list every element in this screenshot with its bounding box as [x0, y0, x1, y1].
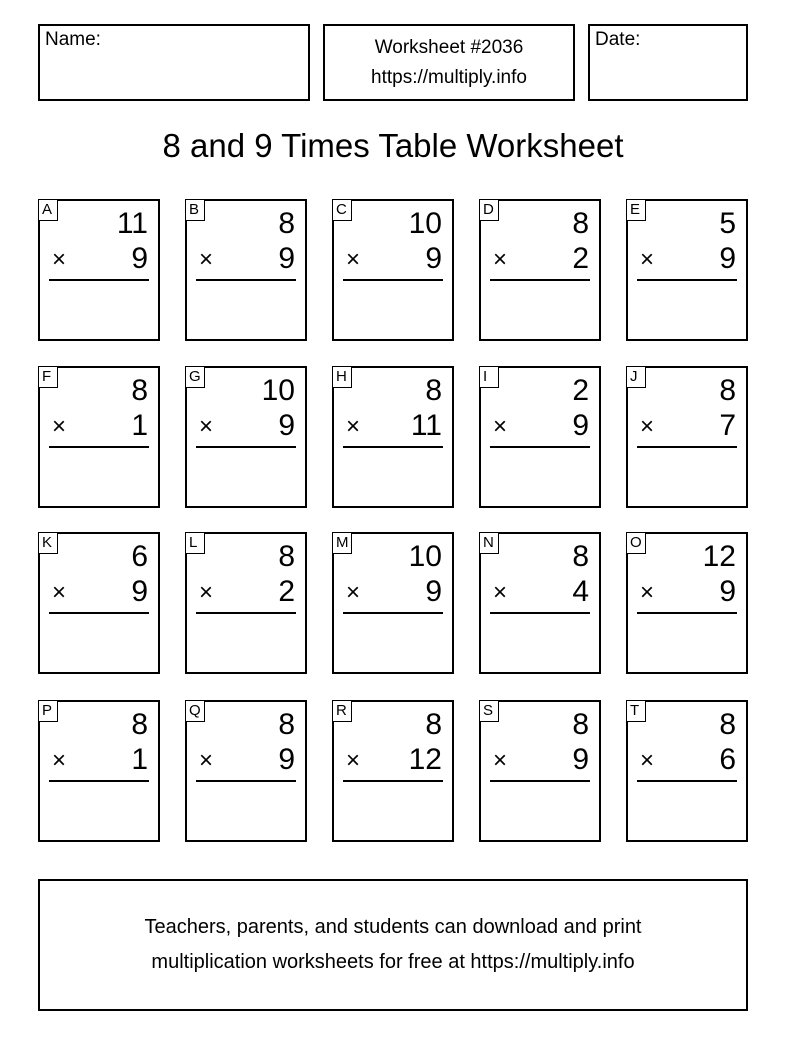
multiplier: 7 — [719, 409, 736, 442]
multiplier: 9 — [278, 743, 295, 776]
problem-letter: I — [479, 366, 499, 388]
page-title: 8 and 9 Times Table Worksheet — [162, 127, 624, 164]
multiplicand: 8 — [425, 708, 442, 741]
problem-card — [479, 700, 601, 842]
answer-line — [196, 446, 296, 448]
problem-card — [332, 366, 454, 508]
multiply-sign: × — [346, 246, 361, 273]
multiply-sign: × — [346, 747, 361, 774]
problem-card — [38, 199, 160, 341]
answer-line — [343, 612, 443, 614]
answer-line — [490, 612, 590, 614]
multiplicand: 11 — [116, 207, 148, 240]
problem-letter: D — [479, 199, 499, 221]
multiplier: 9 — [278, 242, 295, 275]
multiply-sign: × — [493, 747, 508, 774]
problem-card — [626, 199, 748, 341]
problem-card — [626, 700, 748, 842]
answer-line — [49, 279, 149, 281]
problem-letter: N — [479, 532, 499, 554]
worksheet-info-box — [323, 24, 575, 101]
multiply-sign: × — [199, 246, 214, 273]
problem-card — [38, 366, 160, 508]
date-field-box — [588, 24, 748, 101]
multiplicand: 8 — [425, 374, 442, 407]
problem-letter: F — [38, 366, 58, 388]
multiplicand: 8 — [572, 540, 589, 573]
problem-letter: K — [38, 532, 58, 554]
answer-line — [49, 612, 149, 614]
multiplier: 2 — [572, 242, 589, 275]
problem-card — [626, 366, 748, 508]
date-label: Date: — [595, 29, 641, 50]
footer-text-line-1: Teachers, parents, and students can download and print — [144, 916, 642, 938]
multiplier: 1 — [131, 743, 148, 776]
problem-card — [332, 532, 454, 674]
multiply-sign: × — [199, 579, 214, 606]
problem-letter: J — [626, 366, 646, 388]
multiplier: 9 — [425, 575, 442, 608]
problem-card — [332, 199, 454, 341]
multiply-sign: × — [346, 579, 361, 606]
problem-letter: S — [479, 700, 499, 722]
multiplier: 9 — [719, 575, 736, 608]
multiplicand: 8 — [131, 708, 148, 741]
multiply-sign: × — [52, 747, 67, 774]
multiplicand: 8 — [278, 207, 295, 240]
answer-line — [343, 446, 443, 448]
problem-letter: E — [626, 199, 646, 221]
problem-card — [479, 532, 601, 674]
answer-line — [343, 780, 443, 782]
multiplicand: 8 — [719, 708, 736, 741]
problem-letter: Q — [185, 700, 205, 722]
multiplicand: 10 — [408, 207, 442, 240]
multiply-sign: × — [640, 747, 655, 774]
problem-card — [185, 366, 307, 508]
name-label: Name: — [45, 29, 101, 50]
multiplier: 9 — [719, 242, 736, 275]
problem-letter: M — [332, 532, 352, 554]
problem-card — [479, 366, 601, 508]
multiplier: 4 — [572, 575, 589, 608]
multiplicand: 12 — [702, 540, 736, 573]
answer-line — [490, 446, 590, 448]
multiply-sign: × — [52, 246, 67, 273]
problem-letter: T — [626, 700, 646, 722]
multiplier: 9 — [572, 409, 589, 442]
problem-letter: R — [332, 700, 352, 722]
multiplicand: 8 — [278, 708, 295, 741]
problem-card — [332, 700, 454, 842]
multiply-sign: × — [493, 246, 508, 273]
worksheet-website: https://multiply.info — [371, 67, 527, 88]
footer-text-line-2: multiplication worksheets for free at https://multiply.info — [151, 951, 635, 973]
problem-letter: B — [185, 199, 205, 221]
multiplicand: 8 — [719, 374, 736, 407]
multiplicand: 8 — [572, 207, 589, 240]
multiplicand: 8 — [278, 540, 295, 573]
problem-card — [185, 199, 307, 341]
multiplier: 1 — [131, 409, 148, 442]
multiply-sign: × — [640, 579, 655, 606]
answer-line — [49, 446, 149, 448]
answer-line — [490, 780, 590, 782]
problem-letter: G — [185, 366, 205, 388]
multiply-sign: × — [52, 413, 67, 440]
problem-letter: H — [332, 366, 352, 388]
footer-box — [38, 879, 748, 1011]
answer-line — [637, 446, 737, 448]
answer-line — [196, 780, 296, 782]
multiplicand: 2 — [572, 374, 589, 407]
answer-line — [196, 279, 296, 281]
problem-letter: L — [185, 532, 205, 554]
answer-line — [490, 279, 590, 281]
multiplier: 12 — [408, 743, 442, 776]
answer-line — [637, 612, 737, 614]
multiplicand: 10 — [261, 374, 295, 407]
multiply-sign: × — [493, 579, 508, 606]
multiplier: 9 — [278, 409, 295, 442]
multiplicand: 8 — [572, 708, 589, 741]
multiply-sign: × — [52, 579, 67, 606]
problem-card — [185, 700, 307, 842]
multiplier: 9 — [425, 242, 442, 275]
name-field-box — [38, 24, 310, 101]
problem-card — [479, 199, 601, 341]
problem-letter: P — [38, 700, 58, 722]
multiply-sign: × — [346, 413, 361, 440]
problem-card — [38, 700, 160, 842]
problem-letter: C — [332, 199, 352, 221]
multiplicand: 8 — [131, 374, 148, 407]
multiplicand: 10 — [408, 540, 442, 573]
multiplier: 9 — [131, 242, 148, 275]
problem-letter: O — [626, 532, 646, 554]
multiply-sign: × — [199, 747, 214, 774]
multiply-sign: × — [493, 413, 508, 440]
multiplier: 11 — [410, 409, 442, 442]
problem-letter: A — [38, 199, 58, 221]
answer-line — [637, 279, 737, 281]
problem-card — [38, 532, 160, 674]
answer-line — [49, 780, 149, 782]
multiplier: 2 — [278, 575, 295, 608]
multiply-sign: × — [199, 413, 214, 440]
multiply-sign: × — [640, 246, 655, 273]
answer-line — [637, 780, 737, 782]
multiplicand: 5 — [719, 207, 736, 240]
problem-card — [626, 532, 748, 674]
worksheet-number: Worksheet #2036 — [374, 37, 524, 58]
multiplier: 6 — [719, 743, 736, 776]
problem-card — [185, 532, 307, 674]
answer-line — [196, 612, 296, 614]
multiplier: 9 — [131, 575, 148, 608]
multiply-sign: × — [640, 413, 655, 440]
answer-line — [343, 279, 443, 281]
multiplier: 9 — [572, 743, 589, 776]
multiplicand: 6 — [131, 540, 148, 573]
